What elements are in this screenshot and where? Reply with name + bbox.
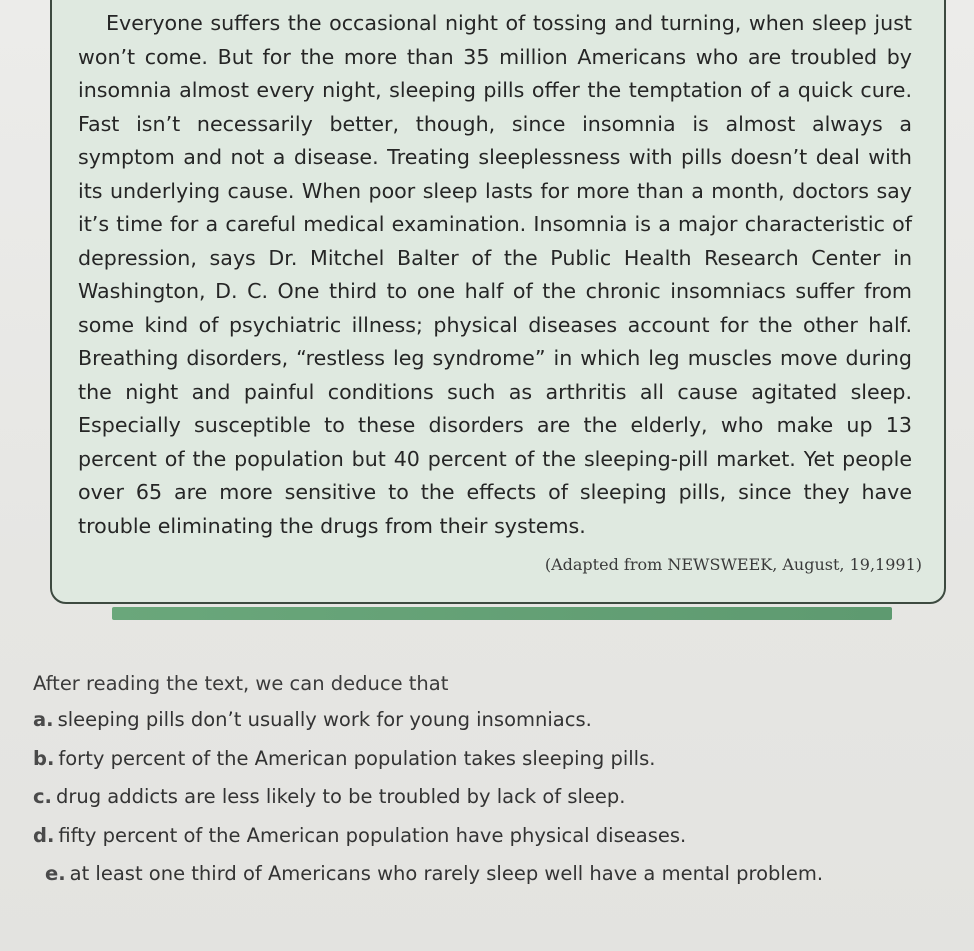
answer-option-e[interactable] [33, 862, 823, 901]
answer-option-c[interactable] [33, 785, 823, 824]
decorative-divider-bar [112, 607, 892, 620]
option-text: sleeping pills don’t usually work for young insomniacs. [57, 708, 592, 731]
option-letter: d. [33, 823, 55, 847]
option-letter: b. [33, 746, 55, 770]
option-letter: e. [45, 862, 66, 885]
option-text: at least one third of Americans who rarely sleep well have a mental problem. [69, 862, 824, 885]
option-text: drug addicts are less likely to be troubled by lack of sleep. [55, 785, 626, 808]
option-text: fifty percent of the American population have physical diseases. [58, 823, 687, 847]
option-letter: c. [33, 785, 52, 808]
option-letter: a. [33, 708, 54, 731]
answer-option-a[interactable] [33, 708, 823, 747]
answer-options [33, 708, 823, 901]
question-prompt: After reading the text, we can deduce that [33, 672, 449, 695]
answer-option-d[interactable] [33, 824, 823, 863]
passage-source: (Adapted from NEWSWEEK, August, 19,1991) [544, 555, 922, 574]
option-text: forty percent of the American population takes sleeping pills. [58, 746, 656, 770]
passage-text: Everyone suffers the occasional night of tossing and turning, when sleep just won’t come. But for the more than 35 million Americans who are troubled by insomnia almost every night, sleeping pills offer the temptation of a quick cure. Fast isn’t necessarily better, though, since insomnia is almost always a symptom and not a disease. Treating sleeplessness with pills doesn’t deal with its underlying cause. When poor sleep lasts for more than a month, doctors say it’s time for a careful medical examination. Insomnia is a major characteristic of depression, says Dr. Mitchel Balter of the Public Health Research Center in Washington, D. C. One third to one half of the chronic insomniacs suffer from some kind of psychiatric illness; physical diseases account for the other half. Breathing disorders, “restless leg syndrome” in which leg muscles move during the night and painful conditions such as arthritis all cause agitated sleep. Especially susceptible to these disorders are the elderly, who make up 13 percent of the population but 40 percent of the sleeping-pill market. Yet people over 65 are more sensitive to the effects of sleeping pills, since they have trouble eliminating the drugs from their systems. [78, 11, 912, 538]
answer-option-b[interactable] [33, 747, 823, 786]
